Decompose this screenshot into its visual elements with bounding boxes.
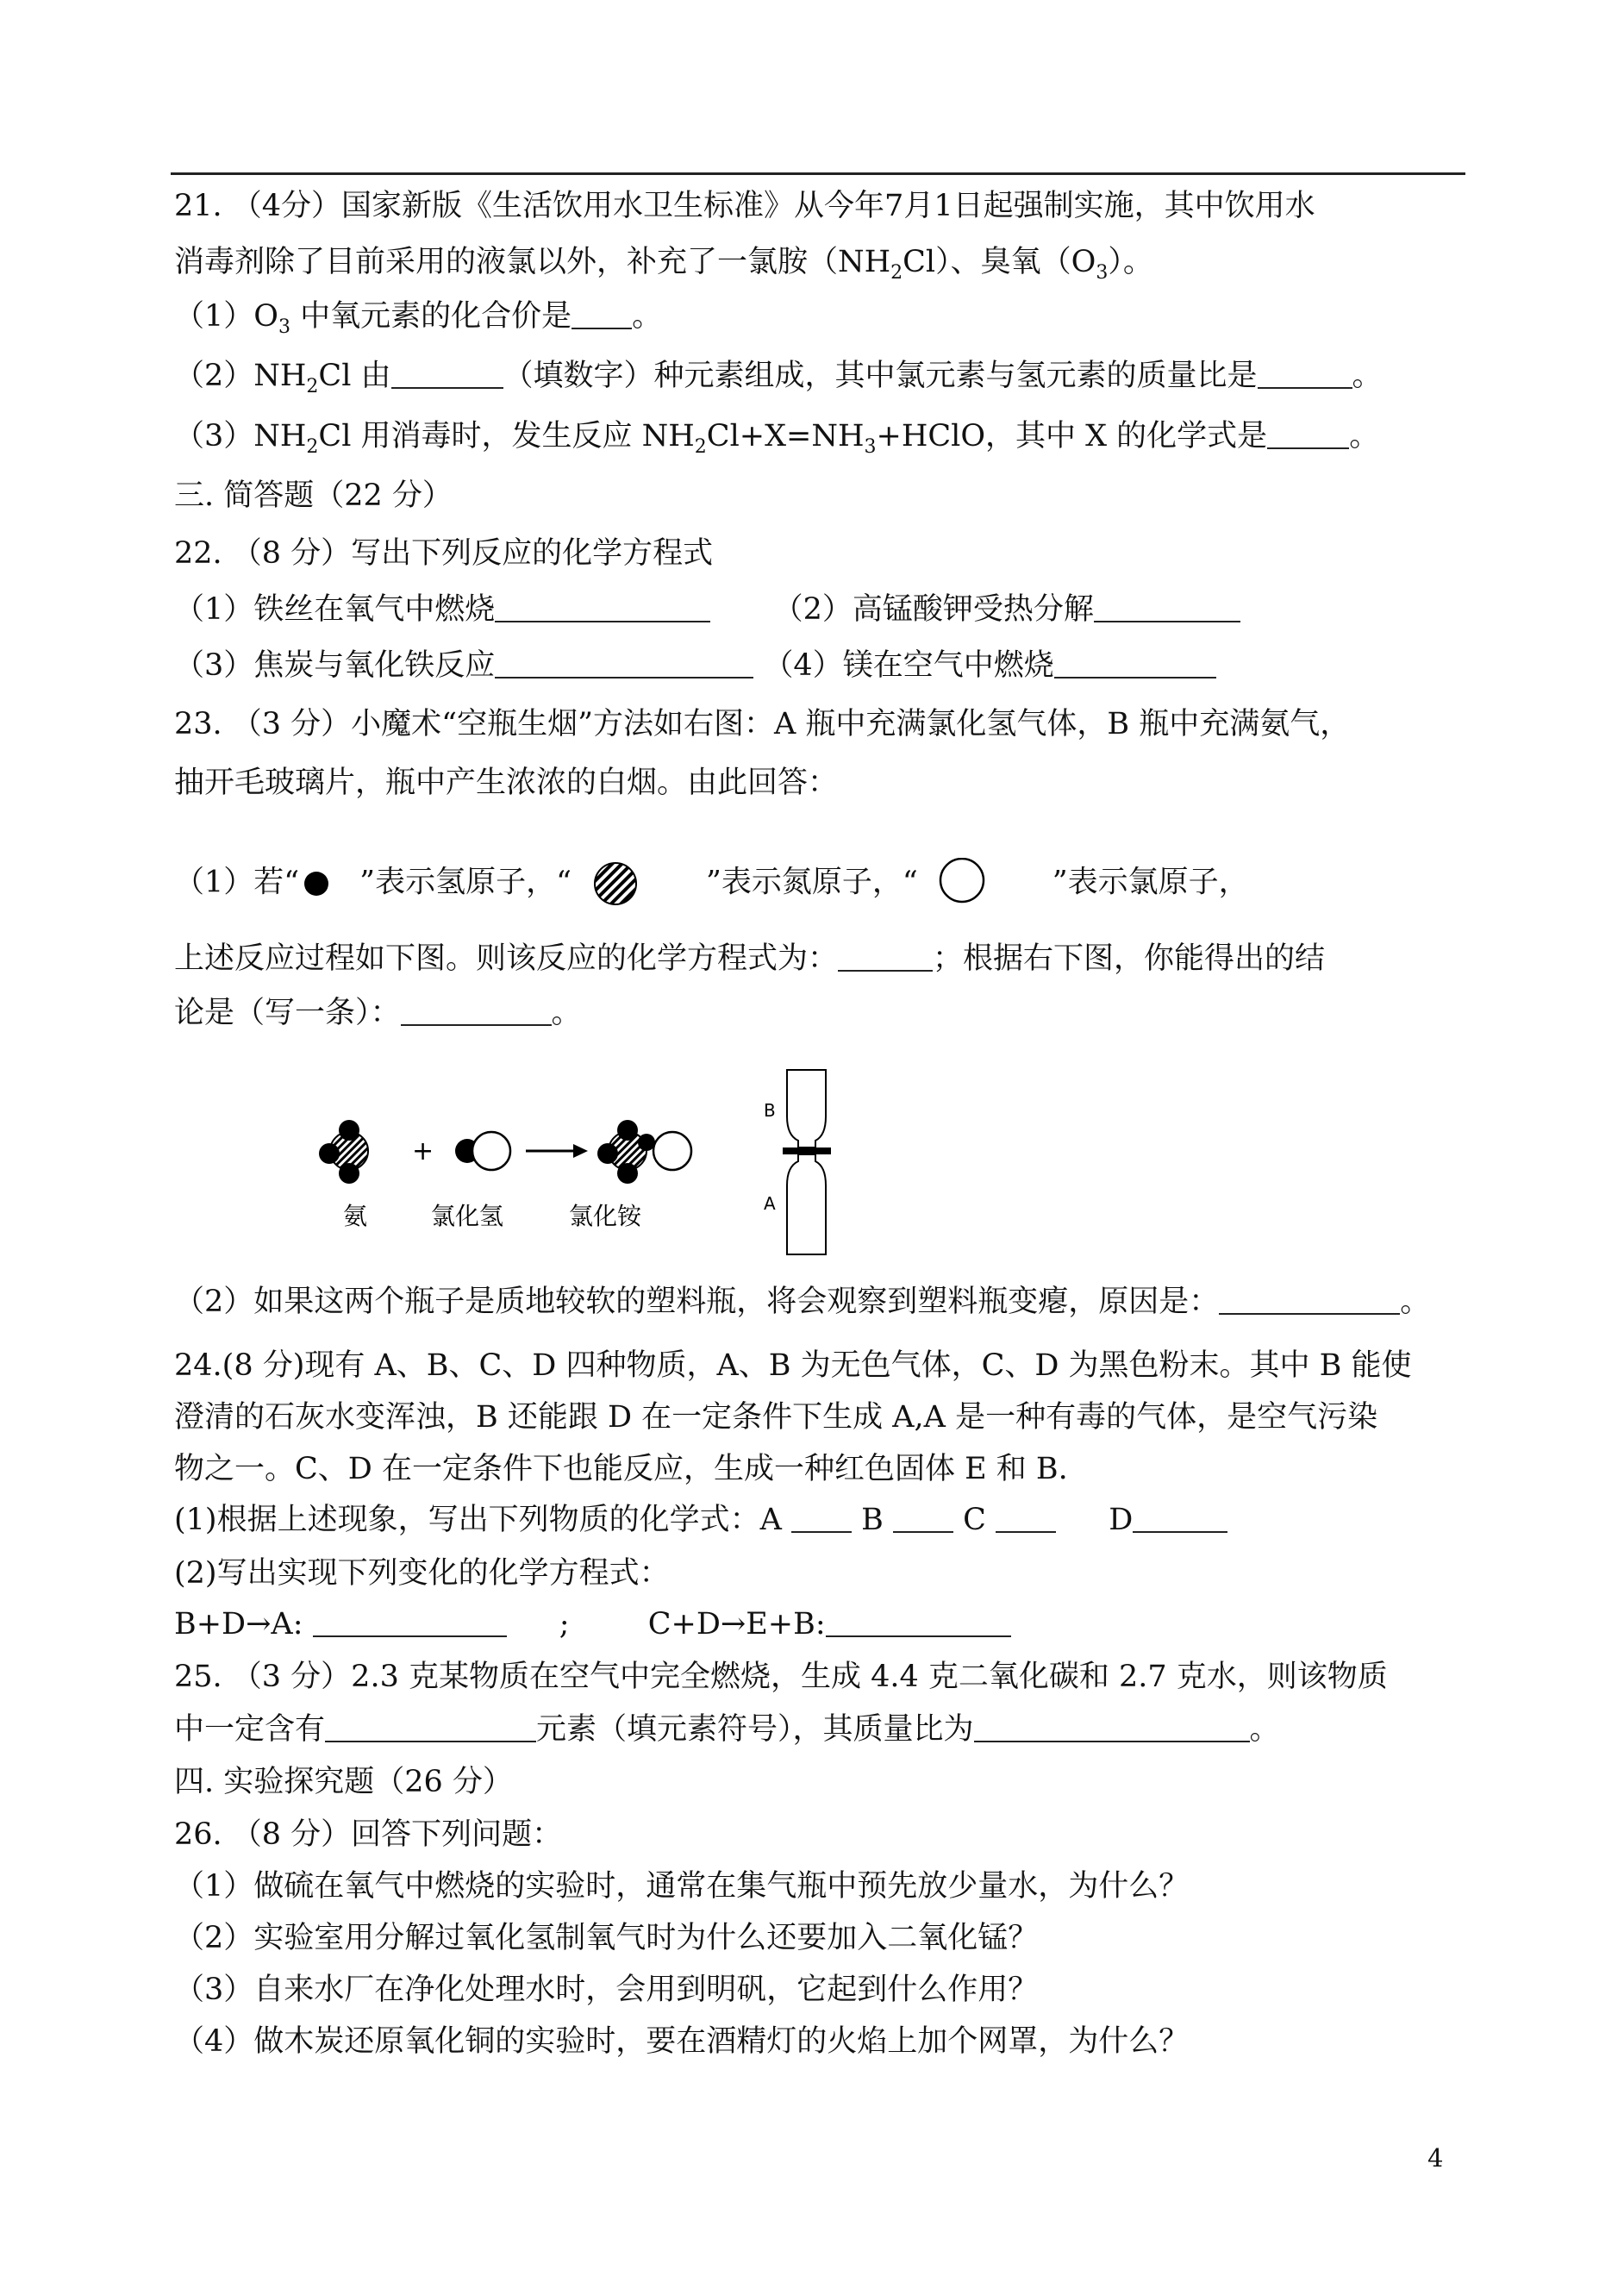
section4-heading: 四. 实验探究题（26 分） [174,1765,513,1799]
q23-line4: 上述反应过程如下图。则该反应的化学方程式为： ；根据右下图，你能得出的结 [174,941,1326,976]
q21-part2: $(2)NH_2Cl$ 由 （填数字）种元素组成，其中氯元素与氢元素的质量比是 。 [174,359,1383,397]
answer-blank[interactable] [974,1715,1250,1742]
answer-blank[interactable] [495,595,710,622]
answer-blank[interactable] [401,998,552,1026]
q24-line6: B+D→A: ; C+D→E+B: [174,1605,1011,1643]
q25-line2: 中一定含有 元素（填元素符号），其质量比为 。 [174,1712,1280,1747]
nitrogen-atom-icon [577,858,706,910]
answer-blank[interactable] [1219,1287,1400,1315]
arrow-icon [526,1144,588,1158]
answer-blank[interactable] [325,1715,536,1742]
label-hydrogen-chloride: 氯化氢 [431,1202,504,1230]
reaction-diagram [310,1065,914,1263]
answer-blank[interactable] [495,651,753,678]
q26-item-3: （3）自来水厂在净化处理水时，会用到明矾，它起到什么作用？ [174,1973,1039,2007]
bottles-diagram [764,1070,831,1254]
answer-blank[interactable] [826,1610,1011,1637]
chlorine-atom-icon [923,858,1052,910]
ammonia-molecule-icon [319,1120,368,1184]
bottle-label-b: B [764,1100,776,1121]
ammonium-chloride-molecule-icon [597,1120,691,1184]
q26-item-2: （2）实验室用分解过氧化氢制氧气时为什么还要加入二氧化锰？ [174,1921,1039,1955]
page-number: 4 [1427,2143,1444,2173]
q21-part3: $(3)NH_2Cl$ 用消毒时，发生反应 $NH_2Cl+X=NH_3+HClO$，其中 X 的化学式是 。 [174,419,1380,458]
label-ammonia: 氨 [343,1202,368,1230]
answer-blank[interactable] [1267,422,1349,449]
plus-sign: + [412,1136,434,1166]
q24-line4: (1)根据上述现象，写出下列物质的化学式：A B C D [174,1501,1227,1539]
answer-blank[interactable] [1094,595,1240,622]
q24-line1: 24.(8 分)现有 A、B、C、D 四种物质，A、B 为无色气体，C、D 为黑色粉末。其中 B 能使 [174,1348,1412,1383]
q25-line1: 25. （3 分）2.3 克某物质在空气中完全燃烧，生成 4.4 克二氧化碳和 2.7 克水，则该物质 [174,1660,1388,1694]
q21-line1: 21. （4分）国家新版《生活饮用水卫生标准》从今年7月1日起强制实施，其中饮用水 [174,189,1315,223]
label-ammonium-chloride: 氯化铵 [569,1202,642,1230]
q24-line2: 澄清的石灰水变浑浊，B 还能跟 D 在一定条件下生成 A,A 是一种有毒的气体，是空气污染 [174,1400,1378,1435]
q21-line2: 消毒剂除了目前采用的液氯以外，补充了一氯胺$(NH_2Cl)$、臭氧$(O_3)$。 [174,245,1153,284]
answer-blank[interactable] [1133,1505,1227,1533]
bottle-label-a: A [764,1193,776,1214]
q23-line1: 23. （3 分）小魔术“空瓶生烟”方法如右图：A 瓶中充满氯化氢气体，B 瓶中充满氨气， [174,707,1351,741]
answer-blank[interactable] [1258,361,1352,389]
q22-row1: （1）铁丝在氧气中燃烧 （2）高锰酸钾受热分解 [174,591,1240,628]
hydrogen-chloride-molecule-icon [455,1132,510,1170]
q26-title: 26. （8 分）回答下列问题： [174,1817,563,1852]
q26-item-4: （4）做木炭还原氧化铜的实验时，要在酒精灯的火焰上加个网罩，为什么？ [174,2024,1190,2059]
section3-heading: 三. 简答题（22 分） [174,478,453,513]
q24-line3: 物之一。C、D 在一定条件下也能反应，生成一种红色固体 E 和 B. [174,1452,1068,1486]
hydrogen-atom-icon [299,866,359,901]
answer-blank[interactable] [791,1505,852,1533]
answer-blank[interactable] [838,944,933,972]
answer-blank[interactable] [313,1610,507,1637]
answer-blank[interactable] [1054,651,1216,678]
q22-title: 22. （8 分）写出下列反应的化学方程式 [174,536,714,571]
q23-line5: 论是（写一条）： 。 [174,996,582,1030]
q23-part2: （2）如果这两个瓶子是质地较软的塑料瓶，将会观察到塑料瓶变瘪，原因是： 。 [174,1285,1431,1319]
q22-row2: （3）焦炭与氧化铁反应 （4）镁在空气中燃烧 [174,647,1216,685]
answer-blank[interactable] [996,1505,1056,1533]
q24-line5: (2)写出实现下列变化的化学方程式： [174,1556,670,1591]
q23-line2: 抽开毛玻璃片，瓶中产生浓浓的白烟。由此回答： [174,766,839,800]
answer-blank[interactable] [893,1505,953,1533]
answer-blank[interactable] [572,302,632,329]
header-rule [171,172,1465,175]
q26-item-1: （1）做硫在氧气中燃烧的实验时，通常在集气瓶中预先放少量水，为什么？ [174,1869,1190,1904]
answer-blank[interactable] [391,361,503,389]
q23-legend: （1）若“ ”表示氢原子，“ ”表示氮原子，“ ”表示氯原子， [174,858,1249,910]
q21-part1: $(1)O_3$ 中氧元素的化合价是 。 [174,299,663,338]
